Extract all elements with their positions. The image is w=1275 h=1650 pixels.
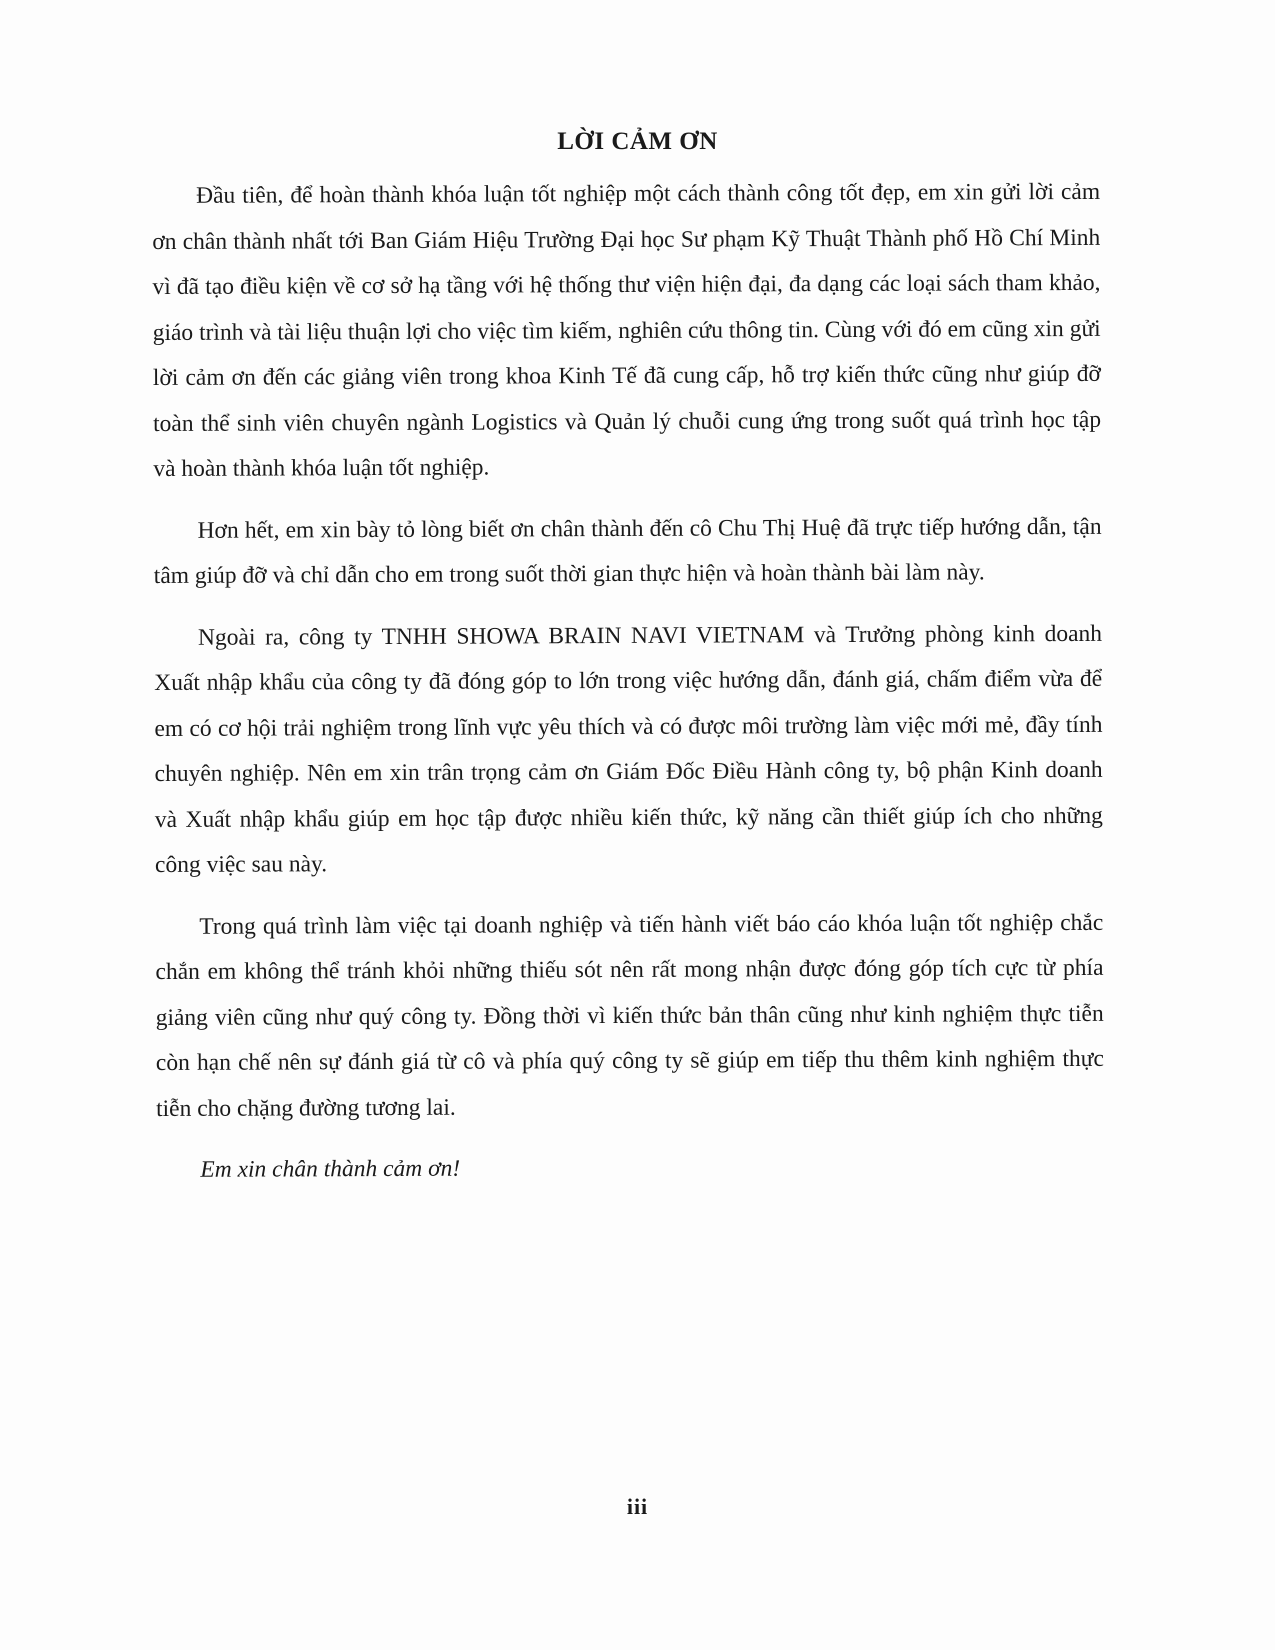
paragraph-2: Hơn hết, em xin bày tỏ lòng biết ơn chân thành đến cô Chu Thị Huệ đã trực tiếp hướng dẫn, tận tâm giúp đỡ và chỉ dẫn cho em trong suốt thời gian thực hiện và hoàn thành bài làm này. — [153, 513, 1102, 589]
acknowledgement-body — [152, 170, 1104, 1194]
paragraph-1: Đầu tiên, để hoàn thành khóa luận tốt nghiệp một cách thành công tốt đẹp, em xin gửi lời cảm ơn chân thành nhất tới Ban Giám Hiệu Trường Đại học Sư phạm Kỹ Thuật Thành phố Hồ Chí Minh vì đã tạo điều kiện về cơ sở hạ tầng với hệ thống thư viện hiện đại, đa dạng các loại sách tham khảo, giáo trình và tài liệu thuận lợi cho việc tìm kiếm, nghiên cứu thông tin. Cùng với đó em cũng xin gửi lời cảm ơn đến các giảng viên trong khoa Kinh Tế đã cung cấp, hỗ trợ kiến thức cũng như giúp đỡ toàn thể sinh viên chuyên ngành Logistics và Quản lý chuỗi cung ứng trong suốt quá trình học tập và hoàn thành khóa luận tốt nghiệp. — [152, 178, 1102, 482]
page-title: LỜI CẢM ƠN — [557, 128, 718, 155]
page-number: iii — [626, 1494, 649, 1519]
paragraph-4: Trong quá trình làm việc tại doanh nghiệp và tiến hành viết báo cáo khóa luận tốt nghiệp chắc chắn em không thể tránh khỏi những thiếu sót nên rất mong nhận được đóng góp tích cực từ phía giảng viên cũng như quý công ty. Đồng thời vì kiến thức bản thân cũng như kinh nghiệm thực tiễn còn hạn chế nên sự đánh giá từ cô và phía quý công ty sẽ giúp em tiếp thu thêm kinh nghiệm thực tiễn cho chặng đường tương lai. — [155, 909, 1104, 1122]
closing-line: Em xin chân thành cảm ơn! — [200, 1155, 461, 1183]
paragraph-3: Ngoài ra, công ty TNHH SHOWA BRAIN NAVI VIETNAM và Trưởng phòng kinh doanh Xuất nhập khẩu của công ty đã đóng góp to lớn trong việc hướng dẫn, đánh giá, chấm điểm vừa để em có cơ hội trải nghiệm trong lĩnh vực yêu thích và có được môi trường làm việc mới mẻ, đầy tính chuyên nghiệp. Nên em xin trân trọng cảm ơn Giám Đốc Điều Hành công ty, bộ phận Kinh doanh và Xuất nhập khẩu giúp em học tập được nhiều kiến thức, kỹ năng cần thiết giúp ích cho những công việc sau này. — [154, 620, 1103, 878]
